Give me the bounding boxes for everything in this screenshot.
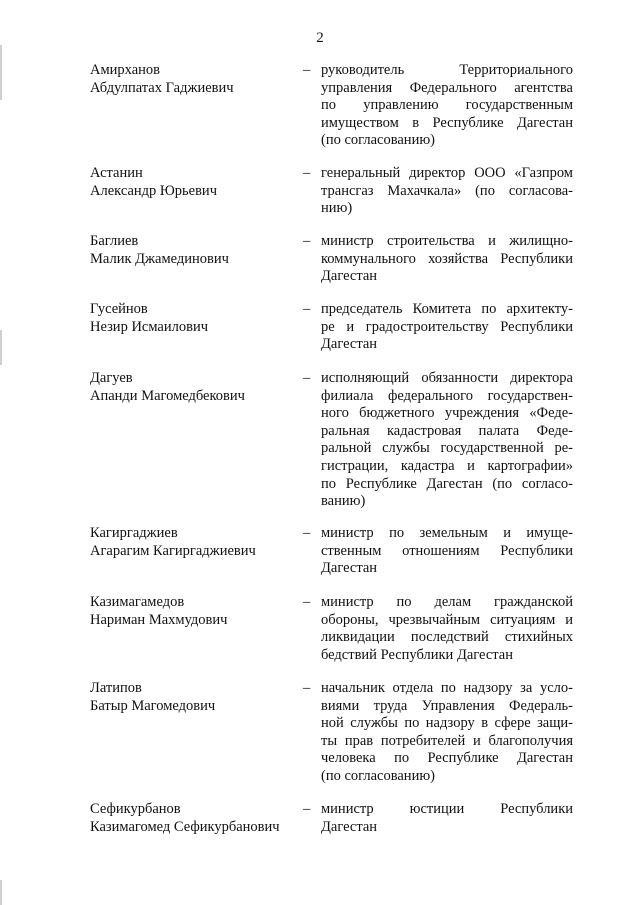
member-name <box>90 525 295 560</box>
member-surname: Латипов <box>90 680 142 696</box>
member-position <box>321 301 573 354</box>
position-line: министр строительства и жилищно- <box>321 233 573 249</box>
member-surname: Казимагамедов <box>90 594 185 610</box>
position-line: нию) <box>321 200 353 217</box>
position-line: по Республике Дагестан (по согласо- <box>321 475 573 492</box>
position-line: министр по делам гражданской <box>321 594 573 610</box>
member-position <box>321 62 573 150</box>
member-position <box>321 233 573 286</box>
member-given-name: Агарагим Кагиргаджиевич <box>90 542 256 559</box>
member-position <box>321 680 573 786</box>
position-line: Дагестан <box>321 268 378 285</box>
position-line: ственным отношениям Республики <box>321 542 573 559</box>
position-line: (по согласованию) <box>321 767 435 784</box>
binding-mark <box>0 880 2 905</box>
member-given-name: Нариман Махмудович <box>90 611 228 628</box>
member-surname: Кагиргаджиев <box>90 525 178 541</box>
member-name <box>90 594 295 629</box>
member-position <box>321 525 573 578</box>
member-name <box>90 165 295 200</box>
position-line: человека по Республике Дагестан <box>321 750 573 767</box>
member-name <box>90 680 295 715</box>
member-given-name: Казимагомед Сефикурбанович <box>90 818 280 835</box>
position-line: управления Федерального агентства <box>321 79 573 96</box>
position-line: ного бюджетного учреждения «Феде- <box>321 405 573 422</box>
member-name <box>90 801 295 836</box>
position-line: ликвидации последствий стихийных <box>321 629 573 646</box>
member-surname: Баглиев <box>90 233 139 249</box>
position-line: ральной службы государственной ре- <box>321 440 573 457</box>
member-name <box>90 301 295 336</box>
position-line: ре и градостроительству Республики <box>321 318 573 335</box>
position-line: имуществом в Республике Дагестан <box>321 114 573 131</box>
member-given-name: Абдулпатах Гаджиевич <box>90 79 234 96</box>
member-surname: Астанин <box>90 165 143 181</box>
page-number: 2 <box>316 30 324 46</box>
position-line: начальник отдела по надзору за усло- <box>321 680 573 696</box>
position-line: (по согласованию) <box>321 132 435 149</box>
member-given-name: Незир Исмаилович <box>90 318 209 335</box>
position-line: генеральный директор ООО «Газпром <box>321 165 573 181</box>
position-line: ванию) <box>321 493 366 510</box>
position-line: министр юстиции Республики <box>321 801 573 817</box>
member-name <box>90 233 295 268</box>
dash-separator: – <box>303 594 311 610</box>
member-position <box>321 594 573 664</box>
dash-separator: – <box>303 370 311 386</box>
position-line: Дагестан <box>321 336 378 353</box>
position-line: руководитель Территориального <box>321 62 573 78</box>
position-line: Дагестан <box>321 818 378 835</box>
member-position <box>321 370 573 511</box>
position-line: бедствий Республики Дагестан <box>321 646 513 663</box>
position-line: ной службы по надзору в сфере защи- <box>321 715 573 732</box>
position-line: по управлению государственным <box>321 97 573 114</box>
member-surname: Гусейнов <box>90 301 148 317</box>
position-line: виями труда Управления Федераль- <box>321 697 573 714</box>
position-line: трансгаз Махачкала» (по согласова- <box>321 182 573 199</box>
member-surname: Сефикурбанов <box>90 801 181 817</box>
member-name <box>90 370 295 405</box>
dash-separator: – <box>303 62 311 78</box>
dash-separator: – <box>303 233 311 249</box>
position-line: обороны, чрезвычайным ситуациям и <box>321 611 573 628</box>
dash-separator: – <box>303 680 311 696</box>
dash-separator: – <box>303 801 311 817</box>
binding-mark <box>0 330 2 365</box>
position-line: Дагестан <box>321 560 378 577</box>
dash-separator: – <box>303 525 311 541</box>
position-line: исполняющий обязанности директора <box>321 370 573 386</box>
member-surname: Дагуев <box>90 370 133 386</box>
position-line: филиала федерального государствен- <box>321 387 573 404</box>
position-line: министр по земельным и имуще- <box>321 525 573 541</box>
member-given-name: Апанди Магомедбекович <box>90 387 245 404</box>
dash-separator: – <box>303 301 311 317</box>
member-given-name: Малик Джамединович <box>90 250 229 267</box>
member-given-name: Батыр Магомедович <box>90 697 216 714</box>
dash-separator: – <box>303 165 311 181</box>
position-line: ральная кадастровая палата Феде- <box>321 422 573 439</box>
position-line: председатель Комитета по архитекту- <box>321 301 573 317</box>
member-name <box>90 62 295 97</box>
position-line: ты прав потребителей и благополучия <box>321 732 573 749</box>
member-surname: Амирханов <box>90 62 161 78</box>
position-line: гистрации, кадастра и картографии» <box>321 457 573 474</box>
position-line: коммунального хозяйства Республики <box>321 250 573 267</box>
binding-mark <box>0 45 2 100</box>
member-position <box>321 801 573 836</box>
member-given-name: Александр Юрьевич <box>90 182 217 199</box>
member-position <box>321 165 573 218</box>
